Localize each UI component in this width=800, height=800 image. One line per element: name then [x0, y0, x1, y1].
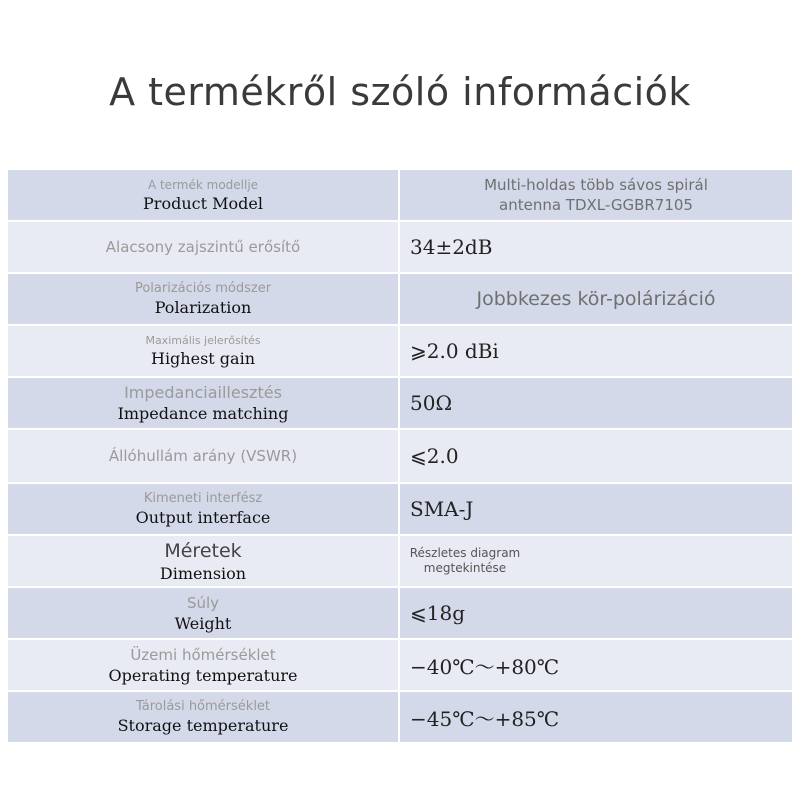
table-row [8, 692, 792, 742]
row-label-cell [8, 536, 400, 586]
label-en: Impedance matching [117, 404, 289, 423]
label-hu: Állóhullám arány (VSWR) [108, 447, 298, 465]
row-value-cell [400, 378, 792, 428]
label-en: Storage temperature [117, 716, 289, 735]
row-label-cell [8, 378, 400, 428]
row-value-cell [400, 274, 792, 324]
row-label-cell [8, 326, 400, 376]
table-row [8, 326, 792, 376]
row-value-cell [400, 170, 792, 220]
row-label-cell [8, 484, 400, 534]
row-label-cell [8, 588, 400, 638]
value-text: SMA-J [410, 497, 474, 521]
row-value-cell [400, 326, 792, 376]
label-hu: Súly [186, 593, 220, 612]
value-text: ⩽18g [410, 601, 466, 625]
value-text: −45℃～+85℃ [410, 706, 560, 731]
label-en: Highest gain [150, 349, 255, 368]
value-text: 50Ω [410, 391, 453, 415]
value-text: Részletes diagram megtekintése [409, 546, 521, 575]
label-hu: Polarizációs módszer [134, 281, 272, 296]
table-row [8, 640, 792, 690]
row-value-cell [400, 484, 792, 534]
page-title: A termékről szóló információk [109, 70, 691, 114]
table-row [8, 430, 792, 482]
label-en: Polarization [154, 298, 252, 317]
row-label-cell [8, 640, 400, 690]
row-label-cell [8, 430, 400, 482]
row-label-cell [8, 222, 400, 272]
label-en: Dimension [159, 563, 247, 583]
label-hu: Méretek [164, 539, 242, 562]
value-text: ⩽2.0 [410, 444, 459, 468]
value-text: −40℃～+80℃ [410, 654, 560, 679]
row-value-cell [400, 692, 792, 742]
table-row [8, 170, 792, 220]
label-hu: Maximális jelerősítés [145, 334, 261, 347]
value-text: Multi-holdas több sávos spirál antenna TDXL-GGBR7105 [484, 176, 708, 214]
label-hu: Impedanciaillesztés [124, 383, 282, 402]
row-value-cell [400, 536, 792, 586]
value-text: Jobbkezes kör-polárizáció [476, 288, 716, 310]
row-value-cell [400, 222, 792, 272]
label-en: Operating temperature [108, 665, 298, 685]
row-label-cell [8, 274, 400, 324]
label-en: Output interface [135, 508, 271, 527]
row-label-cell [8, 170, 400, 220]
label-en: Product Model [143, 193, 263, 213]
label-en: Weight [174, 613, 232, 633]
table-row [8, 484, 792, 534]
label-hu: Kimeneti interfész [143, 491, 263, 506]
row-value-cell [400, 588, 792, 638]
table-row [8, 536, 792, 586]
label-hu: Alacsony zajszintű erősítő [105, 238, 301, 256]
row-label-cell [8, 692, 400, 742]
label-hu: Tárolási hőmérséklet [135, 699, 271, 714]
table-row [8, 274, 792, 324]
table-row [8, 588, 792, 638]
value-text: ⩾2.0 dBi [410, 339, 499, 363]
label-hu: Üzemi hőmérséklet [130, 645, 276, 664]
row-value-cell [400, 430, 792, 482]
table-row [8, 378, 792, 428]
value-text: 34±2dB [410, 235, 493, 259]
row-value-cell [400, 640, 792, 690]
table-row [8, 222, 792, 272]
label-hu: A termék modellje [147, 177, 259, 192]
